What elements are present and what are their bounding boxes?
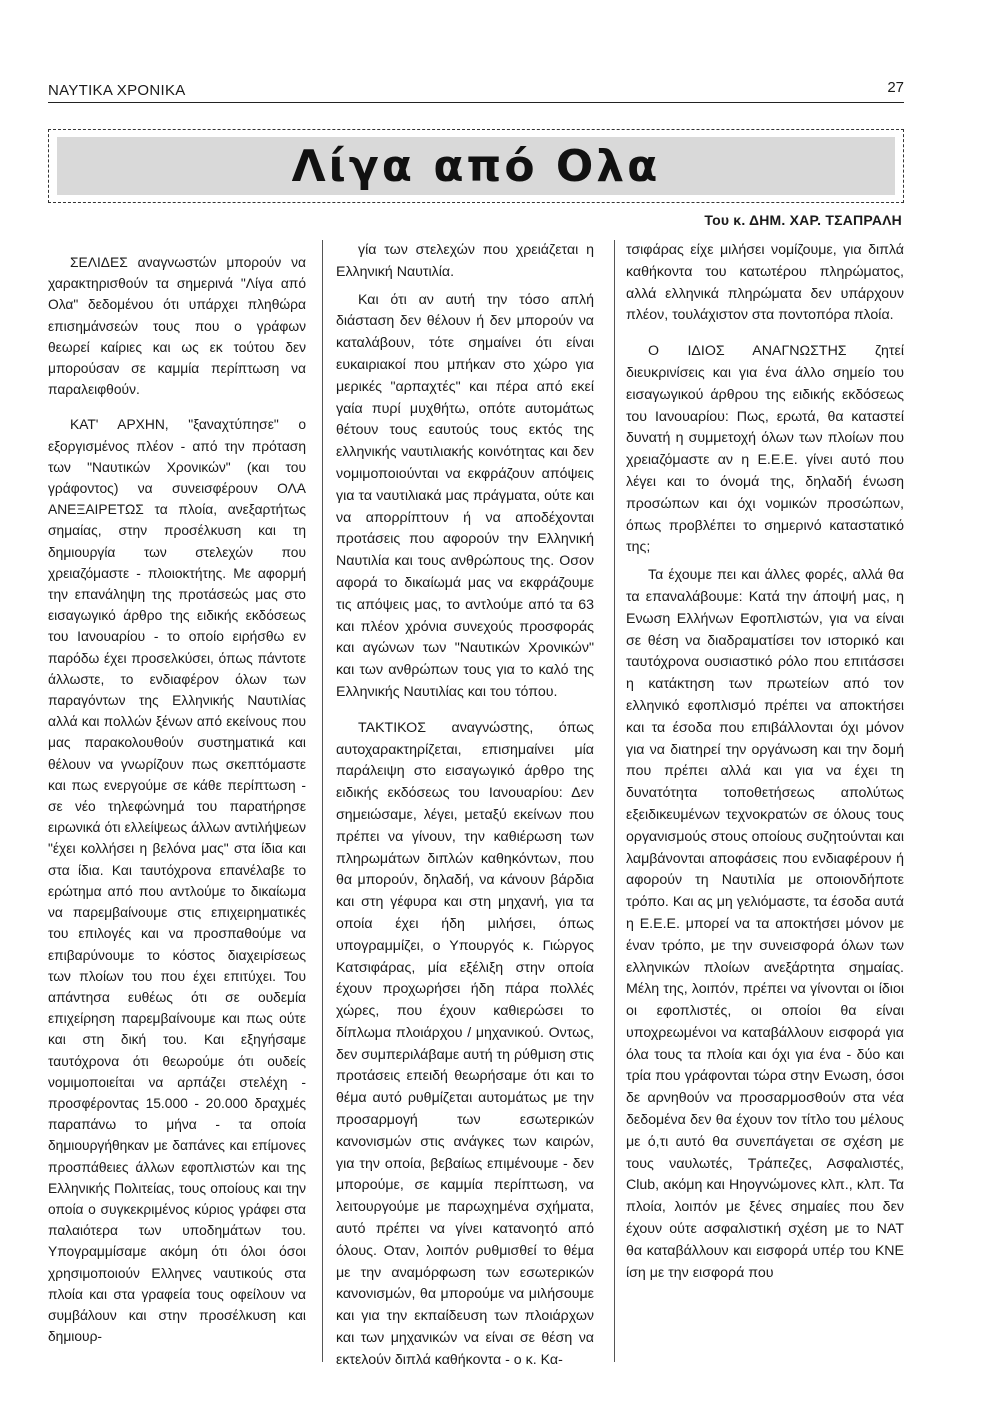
paragraph: ΚΑΤ' ΑΡΧΗΝ, "ξαναχτύπησε" ο εξοργισμένος πλέον - από την πρόταση των "Ναυτικών Χρονικών" (και του γράφοντος) να συνεισφέρουν ΟΛΑ ΑΝΕΞΑΙΡΕΤΩΣ τα πλοία, ανεξαρτήτως σημαίας, στην προσέλκυση και τη δημιουργία των στελεχών που χρειαζόμαστε - πλοιοκτήτης. Με αφορμή την επανάληψη της προτάσεώς μας στο εισαγωγικό άρθρο της ειδικής εκδόσεως του Ιανουαρίου - το οποίο ειρήσθω εν παρόδω έχει προσελκύσει, όπως πάντοτε άλλωστε, το ενδιαφέρον όλων των παραγόντων της Ελληνικής Ναυτιλίας αλλά και πολλών ξένων από εκείνους που μας παρακολουθούν συστηματικά και θέλουν να γνωρίζουν πως σκεπτόμαστε και πως ενεργούμε σε κάθε περίπτωση - σε νέο τηλεφώνημά του παρατήρησε ειρωνικά ότι ελλείψεως άλλων αντιλήψεων "έχει κολλήσει η βελόνα μας" στα ίδια και στα ίδια. Και ταυτόχρονα επανέλαβε το ερώτημα από που αντλούμε το δικαίωμα να παρεμβαίνουμε στις επιχειρηματικές του επιλογές και να προσπαθούμε να επιβαρύνουμε το κόστος διαχειρίσεως των πλοίων του που έχει επιτύχει. Του απάντησα ευθέως ότι σε ουδεμία επιχείρηση παρεμβαίνουμε και πως ούτε και στη δική του. Και εξηγήσαμε ταυτόχρονα ότι θεωρούμε ότι ουδείς νομιμοποιείται να αρπάζει στελέχη - προσφέροντας 15.000 - 20.000 δραχμές παραπάνω το μήνα - τα οποία δημιουργήθηκαν με δαπάνες και επίμονες προσπάθειες άλλων εφοπλιστών και της Ελληνικής Πολιτείας, τους οποίους και την οποία ο συγκεκριμένος κύριος γράφει στα παλαιότερα των υποδημάτων του. Υπογραμμίσαμε ακόμη ότι όλοι όσοι χρησιμοποιούν Ελληνες ναυτικούς στα πλοία και στα γραφεία τους οφείλουν να συμβάλουν και στην προσέλκυση και δημιουρ- [48, 417, 306, 1345]
column-divider [322, 240, 323, 1362]
page-number: 27 [887, 79, 904, 96]
running-header [48, 76, 904, 103]
article-title: Λίγα από Ολα [291, 140, 661, 192]
paragraph: ΣΕΛΙΔΕΣ αναγνωστών μπορούν να χαρακτηρισθούν τα σημερινά "Λίγα από Ολα" δεδομένου ότι υπάρχει πληθώρα επισημάνσεών τους που ο γράφων θεωρεί καίριες και ως εκ τούτου δεν μπορούσαν σε καμμία περίπτωση να παραλειφθούν. [48, 255, 306, 398]
paragraph: Τα έχουμε πει και άλλες φορές, αλλά θα τα επαναλάβουμε: Κατά την άποψή μας, η Ενωση Ελλήνων Εφοπλιστών, για να είναι σε θέση να διαδραματίσει τον ιστορικό και ταυτόχρονα ουσιαστικό ρόλο που επιτάσσει η κατάκτηση των πρωτείων από τον ελληνικό εφοπλισμό πρέπει να αποκτήσει και τα έσοδα που επιβάλλονται όχι μόνον για να διατηρεί την οργάνωση και την δομή που πρέπει αλλά και για να έχει τη δυνατότητα τοποθετήσεως απολύτως εξειδικευμένων τεχνοκρατών σε όλους τους οργανισμούς στους οποίους συζητούνται και λαμβάνονται αποφάσεις που ενδιαφέρουν ή αφορούν τη Ναυτιλία με οποιονδήποτε τρόπο. Και ας μη γελιόμαστε, τα έσοδα αυτά η Ε.Ε.Ε. μπορεί να τα αποκτήσει μόνον με έναν τρόπο, με την συνεισφορά όλων των ελληνικών πλοίων ανεξάρτητα σημαίας. Μέλη της, λοιπόν, πρέπει να γίνονται οι ίδιοι οι εφοπλιστές, οι οποίοι θα είναι υποχρεωμένοι να καταβάλλουν εισφορά για όλα τους τα πλοία και όχι για ένα - δύο και τρία που γράφονται τώρα στην Ενωση, όσοι δε αρνηθούν να προσαρμοσθούν στα νέα δεδομένα δεν θα έχουν τον τίτλο του μέλους με ό,τι αυτό θα συνεπάγεται σε σχέση με τους ναυλωτές, Τράπεζες, Ασφαλιστές, Club, ακόμη και Ηηογνώμονες κλπ., κλπ. Τα πλοία, λοιπόν με ξένες σημαίες που δεν έχουν ούτε ασφαλιστική σχέση με το ΝΑΤ θα καταβάλλουν και εισφορά υπέρ του ΚΝΕ ίση με την εισφορά που [626, 567, 904, 1281]
paragraph: ΤΑΚΤΙΚΟΣ αναγνώστης, όπως αυτοχαρακτηρίζεται, επισημαίνει μία παράλειψη στο εισαγωγικό άρθρο της ειδικής εκδόσεως του Ιανουαρίου: Δεν σημειώσαμε, λέγει, μεταξύ εκείνων που πρέπει να γίνουν, την καθιέρωση των πληρωμάτων διπλών καθηκόντων, που θα μπορούν, δηλαδή, να κάνουν βάρδια και στη γέφυρα και στη μηχανή, για τα οποία έχει ήδη μιλήσει, όπως υπογραμμίζει, ο Υπουργός κ. Γιώργος Κατσιφάρας, μία εξέλιξη στην οποία έχουν προχωρήσει ήδη πάρα πολλές χώρες, που έχουν καθιερώσει το δίπλωμα πλοιάρχου / μηχανικού. Οντως, δεν συμπεριλάβαμε αυτή τη ρύθμιση στις προτάσεις επειδή θεωρήσαμε ότι και το θέμα αυτό ρυθμίζεται αυτομάτως με την προσαρμογή των εσωτερικών κανονισμών στις ανάγκες των καιρών, για την οποία, βεβαίως επιμένουμε - δεν μπορούμε, σε καμμία περίπτωση, να λειτουργούμε με παρωχημένα σχήματα, αυτό πρέπει να γίνει κατανοητό από όλους. Οταν, λοιπόν ρυθμισθεί το θέμα με την αναμόρφωση των εσωτερικών κανονισμών, θα μπορούμε να μιλήσουμε και για την εκπαίδευση των πλοιάρχων και των μηχανικών να είναι σε θέση να εκτελούν διπλά καθήκοντα - ο κ. Κα- [336, 719, 594, 1368]
paragraph: γία των στελεχών που χρειάζεται η Ελληνική Ναυτιλία. [336, 242, 594, 280]
column-divider [614, 240, 615, 1362]
column-3 [626, 240, 904, 1290]
paragraph: Και ότι αν αυτή την τόσο απλή διάσταση δεν θέλουν ή δεν μπορούν να καταλάβουν, τότε σημαίνει ότι είναι ευκαιριακοί που μπήκαν στο χώρο για μερικές "αρπαχτές" και πέρα από εκεί γαία πυρί μυχθήτω, οπότε αυτομάτως θέτουν τους εαυτούς τους εκτός της ελληνικής ναυτιλιακής κοινότητας και δεν νομιμοποιούνται να εκφράζουν απόψεις για τα ναυτιλιακά μας πράγματα, ούτε και να απορρίπτουν ή να αποδέχονται προτάσεις που αφορούν την Ελληνική Ναυτιλία και τους ανθρώπους της. Οσον αφορά το δικαίωμά μας να εκφράζουμε τις απόψεις μας, το αντλούμε από τα 63 και πλέον χρόνια συνεχούς προσφοράς και αγώνων των "Ναυτικών Χρονικών" και των ανθρώπων τους για το καλό της Ελληνικής Ναυτιλίας και του τόπου. [336, 291, 594, 700]
paragraph: Ο ΙΔΙΟΣ ΑΝΑΓΝΩΣΤΗΣ ζητεί διευκρινίσεις και για ένα άλλο σημείο του εισαγωγικού άρθρου της ειδικής εκδόσεως του Ιανουαρίου: Πως, ερωτά, θα καταστεί δυνατή η συμμετοχή όλων των πλοίων που χρειαζόμαστε αν η Ε.Ε.Ε. γίνει αυτό που λέγει και το όνομά της, δηλαδή ένωση προσώπων και όχι νομικών προσώπων, όπως προβλέπει το σημερινό καταστατικό της; [626, 343, 904, 556]
paragraph: τσιφάρας είχε μιλήσει νομίζουμε, για διπλά καθήκοντα του κατωτέρου πληρώματος, αλλά ελληνικά πληρώματα δεν υπάρχουν πλέον, τουλάχιστον στα ποντοπόρα πλοία. [626, 242, 904, 324]
publication-name: ΝΑΥΤΙΚΑ ΧΡΟΝΙΚΑ [48, 82, 186, 99]
title-band [57, 137, 895, 195]
title-frame [48, 129, 904, 203]
column-1 [48, 252, 306, 1353]
column-2 [336, 240, 594, 1378]
byline: Του κ. ΔΗΜ. ΧΑΡ. ΤΣΑΠΡΑΛΗ [704, 212, 902, 228]
